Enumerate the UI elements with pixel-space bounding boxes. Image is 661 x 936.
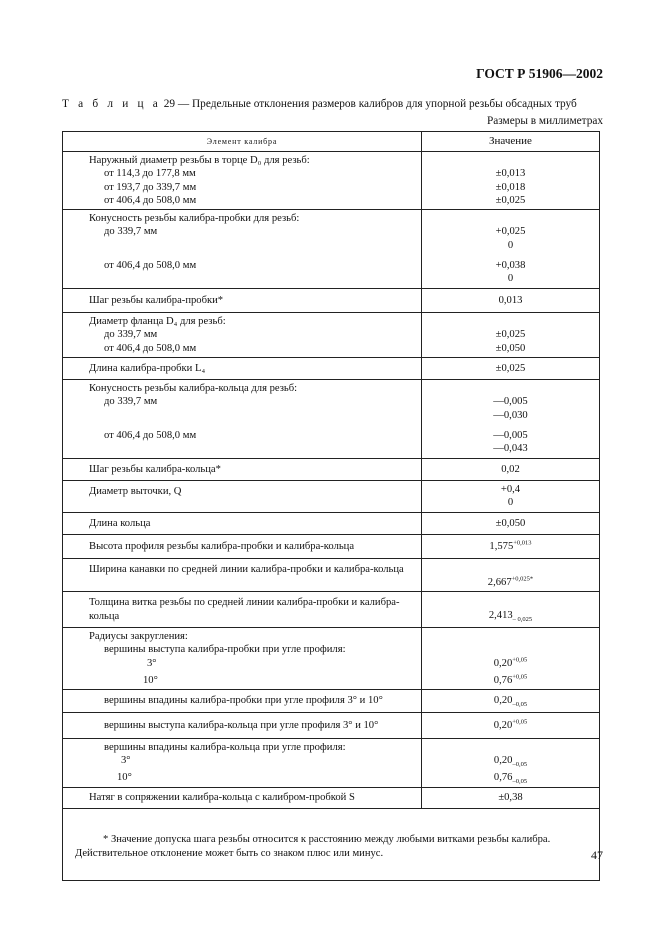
table-row [63, 480, 600, 512]
footnote-row [63, 808, 600, 880]
element-text: Длина калибра-пробки L₄ [89, 362, 206, 374]
tolerance-sup: +0,05 [512, 717, 528, 725]
table-row [63, 690, 600, 712]
table-row [63, 628, 600, 690]
element-text: от 406,4 до 508,0 мм [104, 342, 197, 354]
element-text: до 339,7 мм [104, 329, 158, 341]
value-text: 0,20 [493, 657, 513, 669]
element-text: вершины выступа калибра-пробки при угле профиля: [104, 644, 346, 656]
value-text: ±0,050 [495, 517, 526, 529]
cell-value [422, 592, 600, 628]
value-text: —0,005 [493, 430, 528, 442]
table-row [63, 380, 600, 458]
cell-value [422, 458, 600, 480]
tolerance-sub: –0,05 [512, 778, 528, 786]
element-text: вершины впадины калибра-пробки при угле профиля 3° и 10° [104, 695, 383, 707]
value-text: 1,575 [489, 540, 514, 552]
element-text: Длина кольца [89, 517, 151, 529]
value-text: ±0,025 [495, 362, 526, 374]
column-header-value: Значение [422, 132, 600, 152]
column-header-element: Элемент калибра [63, 132, 422, 152]
cell-value [422, 628, 600, 690]
cell-value [422, 787, 600, 808]
value-text: ±0,050 [495, 342, 526, 354]
cell-element [63, 480, 422, 512]
caption-text: — Предельные отклонения размеров калибров для упорной резьбы обсадных труб [177, 98, 577, 110]
tolerance-sub: – 0,025 [512, 616, 533, 624]
caption-number: 29 [163, 98, 176, 110]
cell-element [63, 512, 422, 534]
table-row [63, 210, 600, 288]
cell-element [63, 357, 422, 379]
footnote: * Значение допуска шага резьбы относится к расстоянию между любыми витками резьбы калибра. Действительное отклонение может быть со знаком плюс или минус. [63, 808, 600, 880]
value-text: 0,76 [493, 674, 513, 686]
document-id: ГОСТ Р 51906—2002 [476, 66, 603, 81]
element-text: от 406,4 до 508,0 мм [104, 430, 197, 442]
cell-element [63, 534, 422, 558]
cell-value [422, 738, 600, 787]
cell-element [63, 288, 422, 312]
element-text: 10° [143, 674, 158, 686]
tolerance-sup: +0,013 [513, 539, 532, 547]
element-text: Конусность резьбы калибра-кольца для резьб: [89, 383, 298, 395]
table-row [63, 534, 600, 558]
cell-element [63, 210, 422, 288]
element-text: Толщина витка резьбы по средней линии калибра-пробки и калибра-кольца [89, 597, 400, 622]
cell-element [63, 380, 422, 458]
table-row [63, 458, 600, 480]
value-text: 0 [507, 497, 514, 509]
element-text: от 193,7 до 339,7 мм [104, 181, 197, 193]
cell-value [422, 312, 600, 357]
caption-prefix: Т а б л и ц а [62, 98, 161, 110]
cell-value [422, 357, 600, 379]
cell-value [422, 152, 600, 210]
cell-element [63, 152, 422, 210]
element-text: Высота профиля резьбы калибра-пробки и калибра-кольца [89, 540, 355, 552]
value-text: 0,013 [498, 294, 523, 306]
tolerance-sub: –0,05 [512, 701, 528, 709]
cell-element [63, 458, 422, 480]
value-text: 2,667 [487, 577, 512, 589]
value-text: ±0,025 [495, 329, 526, 341]
element-text: Радиусы закругления: [89, 631, 188, 643]
value-text: +0,4 [500, 483, 521, 495]
tolerance-sup: +0,05 [512, 673, 528, 681]
value-text: +0,038 [495, 260, 526, 272]
units-note: Размеры в миллиметрах [486, 115, 603, 127]
element-text: до 339,7 мм [104, 396, 158, 408]
cell-value [422, 559, 600, 592]
value-text: 0,20 [493, 719, 513, 731]
value-text: +0,025 [495, 226, 526, 238]
element-text: Конусность резьбы калибра-пробки для резьб: [89, 213, 300, 225]
cell-value [422, 512, 600, 534]
value-text: 0,02 [501, 463, 520, 475]
cell-value [422, 288, 600, 312]
value-text: —0,043 [493, 443, 528, 455]
cell-element [63, 787, 422, 808]
cell-element [63, 559, 422, 592]
table-row [63, 559, 600, 592]
value-text: —0,005 [493, 396, 528, 408]
cell-value [422, 690, 600, 712]
table-row [63, 312, 600, 357]
cell-element [63, 738, 422, 787]
tolerance-sup: +0,025* [511, 575, 534, 583]
element-text: Диаметр выточки, Q [89, 485, 182, 497]
table-row [63, 152, 600, 210]
cell-value [422, 712, 600, 738]
element-text: Диаметр фланца D₄ для резьб: [89, 315, 226, 327]
value-text: 0,20 [493, 695, 513, 707]
value-text: 0,20 [493, 755, 513, 767]
element-text: от 406,4 до 508,0 мм [104, 260, 197, 272]
value-text: ±0,025 [495, 194, 526, 206]
table-row [63, 738, 600, 787]
cell-value [422, 380, 600, 458]
value-text: 0 [507, 239, 514, 251]
value-text: ±0,38 [498, 791, 523, 803]
table-row [63, 357, 600, 379]
table-row [63, 288, 600, 312]
element-text: 3° [121, 755, 131, 767]
page-number: 47 [591, 848, 603, 862]
value-text: ±0,018 [495, 181, 526, 193]
tolerance-sub: –0,05 [512, 761, 528, 769]
table-caption [62, 98, 577, 110]
cell-value [422, 210, 600, 288]
element-text: вершины впадины калибра-кольца при угле профиля: [104, 741, 346, 753]
cell-element [63, 712, 422, 738]
tolerance-sup: +0,05 [512, 656, 528, 664]
element-text: вершины выступа калибра-кольца при угле профиля 3° и 10° [104, 719, 379, 731]
cell-value [422, 480, 600, 512]
table-header-row [63, 132, 600, 152]
element-text: Шаг резьбы калибра-кольца* [89, 463, 221, 475]
element-text: Наружный диаметр резьбы в торце D₀ для резьб: [89, 155, 310, 166]
cell-element [63, 628, 422, 690]
value-text: ±0,013 [495, 168, 526, 180]
element-text: 10° [117, 772, 132, 784]
element-text: Ширина канавки по средней линии калибра-пробки и калибра-кольца [89, 564, 404, 576]
element-text: Натяг в сопряжении калибра-кольца с калибром-пробкой S [89, 791, 355, 803]
table-row [63, 592, 600, 628]
table-row [63, 712, 600, 738]
value-text: —0,030 [493, 409, 528, 421]
element-text: до 339,7 мм [104, 226, 158, 238]
cell-element [63, 690, 422, 712]
value-text: 0 [507, 273, 514, 285]
value-text: 2,413 [488, 610, 513, 622]
table-row [63, 787, 600, 808]
element-text: от 406,4 до 508,0 мм [104, 194, 197, 206]
cell-value [422, 534, 600, 558]
tolerance-table [62, 131, 600, 881]
value-text: 0,76 [493, 772, 513, 784]
table-row [63, 512, 600, 534]
element-text: 3° [147, 657, 157, 669]
cell-element [63, 312, 422, 357]
cell-element [63, 592, 422, 628]
element-text: от 114,3 до 177,8 мм [104, 168, 196, 180]
element-text: Шаг резьбы калибра-пробки* [89, 294, 224, 306]
